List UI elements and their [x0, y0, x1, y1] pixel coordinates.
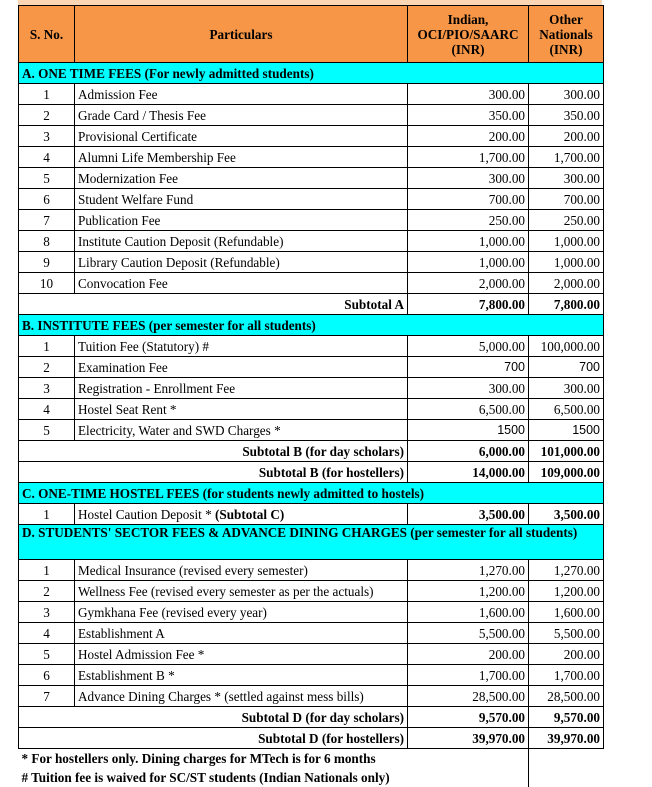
subtotal-b-hostel: [19, 462, 604, 483]
section-b-header-title: B. INSTITUTE FEES (per semester for all students): [19, 315, 604, 336]
amount-indian: 300.00: [408, 168, 529, 189]
footnote-blank: [529, 749, 604, 769]
amount-other: 200.00: [529, 126, 604, 147]
fee-particular: Hostel Seat Rent *: [75, 399, 408, 420]
amount-other: 1,600.00: [529, 602, 604, 623]
fee-row: [19, 560, 604, 581]
amount-indian: 1500: [408, 420, 529, 441]
row-number: 8: [19, 231, 75, 252]
header-indian-line-2: OCI/PIO/SAARC: [417, 26, 519, 42]
section-d-header: [19, 525, 604, 560]
row-number: 3: [19, 602, 75, 623]
amount-indian: 350.00: [408, 105, 529, 126]
fee-particular: [75, 504, 408, 525]
fee-particular: Alumni Life Membership Fee: [75, 147, 408, 168]
section-b-header: [19, 315, 604, 336]
header-s-no: S. No.: [19, 6, 75, 63]
amount-other: 1,000.00: [529, 252, 604, 273]
subtotal-a-indian: 7,800.00: [408, 294, 529, 315]
amount-other: 1500: [529, 420, 604, 441]
footnote: * For hostellers only. Dining charges for MTech is for 6 months: [19, 749, 529, 769]
fee-row: [19, 378, 604, 399]
subtotal-d-hostel-label: Subtotal D (for hostellers): [19, 728, 408, 749]
row-number: 6: [19, 665, 75, 686]
fee-particular: Tuition Fee (Statutory) #: [75, 336, 408, 357]
section-d-header-title: D. STUDENTS' SECTOR FEES & ADVANCE DINING CHARGES (per semester for all students): [19, 525, 604, 560]
amount-indian: 300.00: [408, 84, 529, 105]
amount-indian: 6,500.00: [408, 399, 529, 420]
subtotal-b-hostel-other: 109,000.00: [529, 462, 604, 483]
amount-other: 700: [529, 357, 604, 378]
amount-other: 100,000.00: [529, 336, 604, 357]
fee-particular: Convocation Fee: [75, 273, 408, 294]
row-number: 3: [19, 378, 75, 399]
amount-indian: 300.00: [408, 378, 529, 399]
amount-other: 1,270.00: [529, 560, 604, 581]
fee-row: [19, 210, 604, 231]
header-row: [19, 6, 604, 63]
footnote-row: [19, 768, 604, 787]
amount-other: 3,500.00: [529, 504, 604, 525]
subtotal-c-label: (Subtotal C): [215, 506, 285, 522]
subtotal-d-hostel-other: 39,970.00: [529, 728, 604, 749]
subtotal-d-day: [19, 707, 604, 728]
section-a-header-title: A. ONE TIME FEES (For newly admitted students): [19, 63, 604, 84]
header-other: [529, 6, 604, 63]
row-number: 10: [19, 273, 75, 294]
amount-other: 300.00: [529, 84, 604, 105]
fee-particular: Admission Fee: [75, 84, 408, 105]
row-number: 5: [19, 644, 75, 665]
fee-row: [19, 189, 604, 210]
amount-other: 1,700.00: [529, 665, 604, 686]
fee-particular: Wellness Fee (revised every semester as per the actuals): [75, 581, 408, 602]
amount-other: 1,700.00: [529, 147, 604, 168]
amount-other: 200.00: [529, 644, 604, 665]
row-number: 2: [19, 105, 75, 126]
header-other-line-2: Nationals: [539, 26, 593, 42]
fee-particular: Publication Fee: [75, 210, 408, 231]
subtotal-d-hostel-indian: 39,970.00: [408, 728, 529, 749]
fee-particular: Library Caution Deposit (Refundable): [75, 252, 408, 273]
row-number: 6: [19, 189, 75, 210]
fee-particular: Institute Caution Deposit (Refundable): [75, 231, 408, 252]
header-other-line-3: (INR): [549, 41, 583, 57]
fee-row: [19, 399, 604, 420]
fee-particular: Establishment B *: [75, 665, 408, 686]
row-number: 1: [19, 504, 75, 525]
amount-other: 1,000.00: [529, 231, 604, 252]
fee-row: [19, 602, 604, 623]
subtotal-b-day-label: Subtotal B (for day scholars): [19, 441, 408, 462]
amount-other: 28,500.00: [529, 686, 604, 707]
section-c-header-title: C. ONE-TIME HOSTEL FEES (for students newly admitted to hostels): [19, 483, 604, 504]
amount-indian: 1,200.00: [408, 581, 529, 602]
fee-particular: Registration - Enrollment Fee: [75, 378, 408, 399]
row-number: 7: [19, 686, 75, 707]
amount-other: 700.00: [529, 189, 604, 210]
footnote: # Tuition fee is waived for SC/ST students (Indian Nationals only): [19, 768, 529, 787]
row-number: 1: [19, 560, 75, 581]
amount-indian: 1,700.00: [408, 665, 529, 686]
amount-other: 250.00: [529, 210, 604, 231]
fee-row: [19, 665, 604, 686]
row-number: 5: [19, 168, 75, 189]
amount-indian: 700: [408, 357, 529, 378]
subtotal-b-hostel-indian: 14,000.00: [408, 462, 529, 483]
subtotal-d-hostel: [19, 728, 604, 749]
fee-row: [19, 105, 604, 126]
amount-other: 350.00: [529, 105, 604, 126]
header-indian-line-3: (INR): [451, 41, 485, 57]
subtotal-b-day-other: 101,000.00: [529, 441, 604, 462]
fee-particular: Electricity, Water and SWD Charges *: [75, 420, 408, 441]
fee-particular: Provisional Certificate: [75, 126, 408, 147]
fee-particular: Medical Insurance (revised every semester): [75, 560, 408, 581]
subtotal-a-other: 7,800.00: [529, 294, 604, 315]
fee-row: [19, 504, 604, 525]
subtotal-d-day-label: Subtotal D (for day scholars): [19, 707, 408, 728]
amount-indian: 5,500.00: [408, 623, 529, 644]
amount-indian: 700.00: [408, 189, 529, 210]
amount-indian: 28,500.00: [408, 686, 529, 707]
fee-row: [19, 168, 604, 189]
fee-row: [19, 273, 604, 294]
fee-row: [19, 420, 604, 441]
header-indian-line-1: Indian,: [447, 11, 489, 27]
section-c-header: [19, 483, 604, 504]
amount-indian: 1,270.00: [408, 560, 529, 581]
subtotal-b-day: [19, 441, 604, 462]
fee-particular: Establishment A: [75, 623, 408, 644]
subtotal-d-day-indian: 9,570.00: [408, 707, 529, 728]
amount-other: 2,000.00: [529, 273, 604, 294]
fee-row: [19, 686, 604, 707]
subtotal-d-day-other: 9,570.00: [529, 707, 604, 728]
fee-particular: Gymkhana Fee (revised every year): [75, 602, 408, 623]
fee-row: [19, 623, 604, 644]
amount-other: 300.00: [529, 378, 604, 399]
row-number: 4: [19, 623, 75, 644]
fee-particular: Grade Card / Thesis Fee: [75, 105, 408, 126]
fee-particular: Examination Fee: [75, 357, 408, 378]
amount-indian: 200.00: [408, 644, 529, 665]
header-indian: [408, 6, 529, 63]
amount-indian: 1,000.00: [408, 252, 529, 273]
fee-row: [19, 84, 604, 105]
amount-other: 6,500.00: [529, 399, 604, 420]
row-number: 1: [19, 336, 75, 357]
fee-row: [19, 147, 604, 168]
amount-indian: 3,500.00: [408, 504, 529, 525]
amount-other: 5,500.00: [529, 623, 604, 644]
fee-particular: Modernization Fee: [75, 168, 408, 189]
row-number: 3: [19, 126, 75, 147]
row-number: 4: [19, 399, 75, 420]
fee-row: [19, 231, 604, 252]
fee-row: [19, 252, 604, 273]
amount-indian: 1,000.00: [408, 231, 529, 252]
row-number: 5: [19, 420, 75, 441]
amount-indian: 250.00: [408, 210, 529, 231]
footnote-row: [19, 749, 604, 769]
amount-indian: 1,700.00: [408, 147, 529, 168]
fee-row: [19, 581, 604, 602]
footnote-blank: [529, 768, 604, 787]
row-number: 7: [19, 210, 75, 231]
fee-row: [19, 644, 604, 665]
header-other-line-1: Other: [549, 11, 583, 27]
section-a-header: [19, 63, 604, 84]
amount-other: 1,200.00: [529, 581, 604, 602]
amount-indian: 2,000.00: [408, 273, 529, 294]
fee-particular: Hostel Admission Fee *: [75, 644, 408, 665]
row-number: 2: [19, 357, 75, 378]
header-particulars: Particulars: [75, 6, 408, 63]
subtotal-b-hostel-label: Subtotal B (for hostellers): [19, 462, 408, 483]
fee-particular: Student Welfare Fund: [75, 189, 408, 210]
subtotal-a-label: Subtotal A: [19, 294, 408, 315]
fee-particular: Advance Dining Charges * (settled against mess bills): [75, 686, 408, 707]
amount-other: 300.00: [529, 168, 604, 189]
fee-row: [19, 357, 604, 378]
row-number: 4: [19, 147, 75, 168]
amount-indian: 5,000.00: [408, 336, 529, 357]
fee-table: [18, 5, 604, 787]
row-number: 1: [19, 84, 75, 105]
subtotal-a: [19, 294, 604, 315]
fee-particular-name: Hostel Caution Deposit *: [78, 506, 215, 522]
amount-indian: 200.00: [408, 126, 529, 147]
fee-row: [19, 126, 604, 147]
amount-indian: 1,600.00: [408, 602, 529, 623]
fee-row: [19, 336, 604, 357]
row-number: 2: [19, 581, 75, 602]
subtotal-b-day-indian: 6,000.00: [408, 441, 529, 462]
row-number: 9: [19, 252, 75, 273]
